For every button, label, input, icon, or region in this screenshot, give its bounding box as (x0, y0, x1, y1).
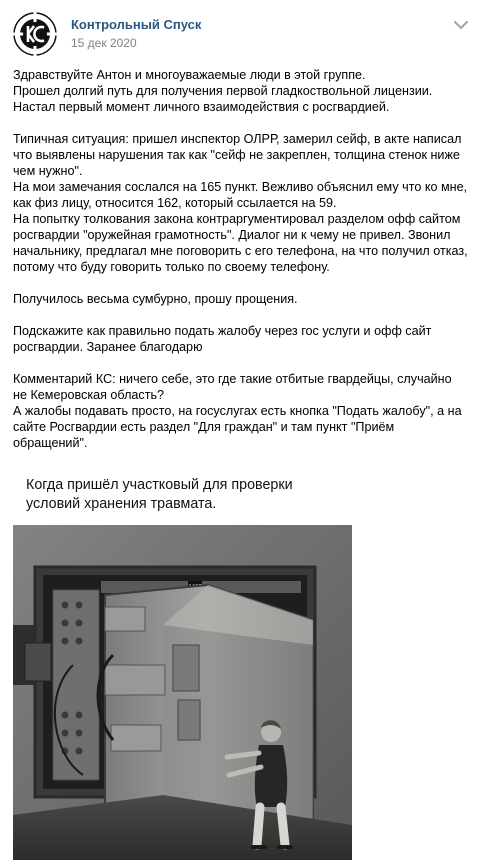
paragraph-gap (13, 355, 469, 371)
post-paragraph: Типичная ситуация: пришел инспектор ОЛРР, замерил сейф, в акте написал что выявлены нарушения так как "сейф не закреплен, толщина стенок ниже чем нужно". (13, 132, 462, 178)
meme-caption: Когда пришёл участковый для проверки условий хранения травмата. (26, 477, 293, 512)
post-paragraph: Здравствуйте Антон и многоуважаемые люди в этой группе. (13, 68, 366, 82)
meme-image[interactable] (13, 470, 352, 860)
post-paragraph: Комментарий КС: ничего себе, это где такие отбитые гвардейцы, случайно не Кемеровская область? (13, 372, 452, 402)
paragraph-gap (13, 307, 469, 323)
post-paragraph: На мои замечания сослался на 165 пункт. Вежливо объяснил ему что ко мне, как физ лицу, относится 162, который ссылается на 59. (13, 180, 468, 210)
post-date[interactable]: 15 дек 2020 (71, 36, 137, 50)
ks-logo-icon[interactable] (13, 12, 57, 56)
post-author-link[interactable]: Контрольный Спуск (71, 17, 202, 32)
post-paragraph: На попытку толкования закона контраргументировал разделом офф сайтом росгвардии "оружейная грамотность". Диалог ни к чему не привел. Звонил начальнику, предлагал мне поговорить с его телефона, на что получил отказ, потому что буду говорить только по своему телефону. (13, 212, 468, 274)
post-header (0, 0, 477, 62)
post-paragraph: А жалобы подавать просто, на госуслугах есть кнопка "Подать жалобу", а на сайте Росгвардии есть раздел "Для граждан" и там пункт "Приём обращений". (13, 404, 462, 450)
vault-door-photo (13, 525, 352, 860)
post-paragraph: Получилось весьма сумбурно, прошу прощения. (13, 292, 298, 306)
post-paragraph: Подскажите как правильно подать жалобу через гос услуги и офф сайт росгвардии. Заранее благодарю (13, 324, 432, 354)
paragraph-gap (13, 115, 469, 131)
post-paragraph: Прошел долгий путь для получения первой гладкоствольной лицензии. Настал первый момент личного взаимодействия с росгвардией. (13, 84, 433, 114)
chevron-down-icon[interactable] (452, 18, 470, 32)
paragraph-gap (13, 275, 469, 291)
post-text (13, 67, 469, 451)
